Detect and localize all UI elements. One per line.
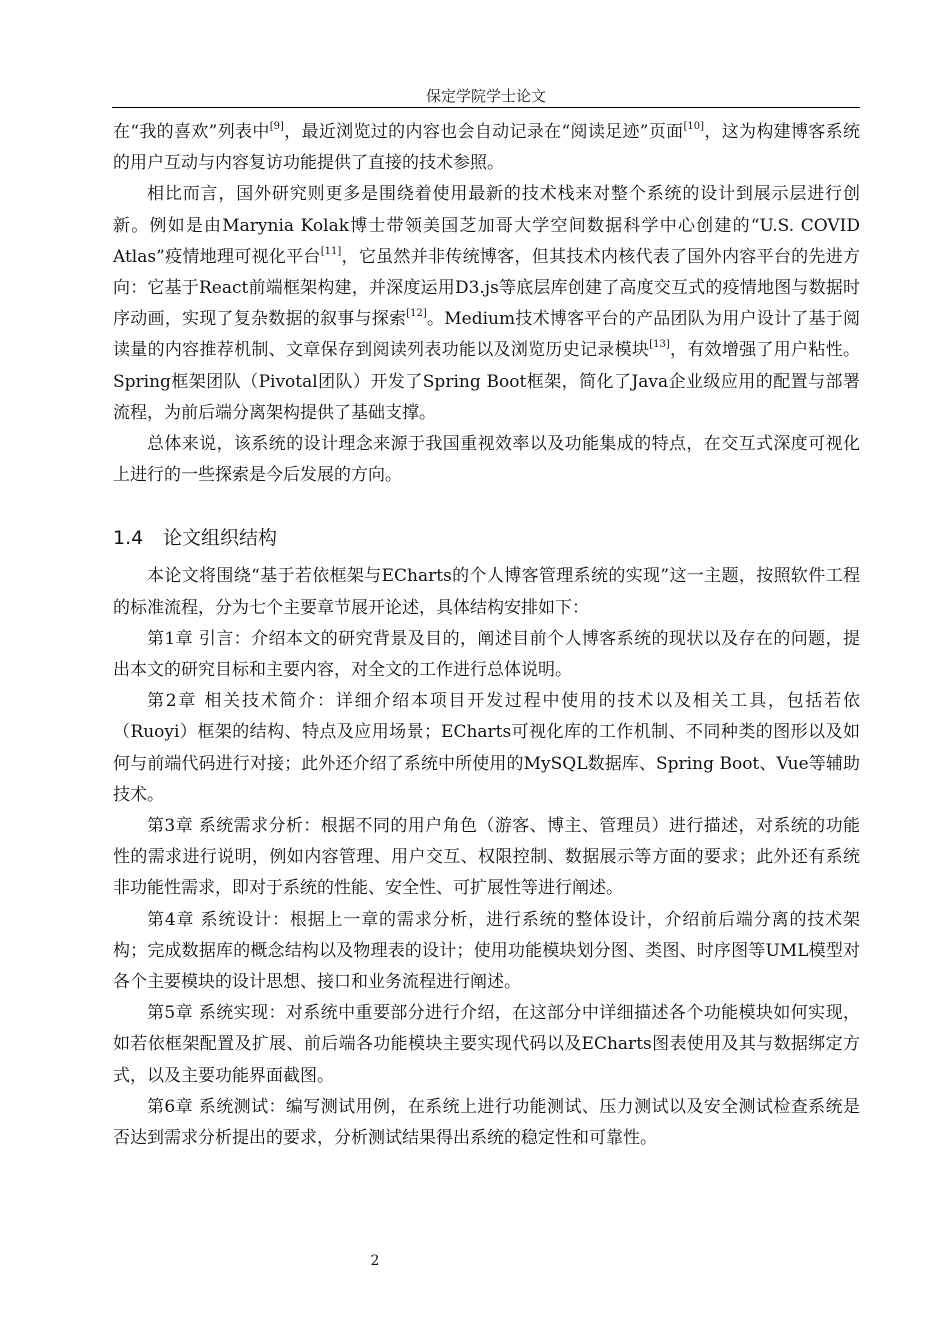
citation: [13] <box>649 339 670 351</box>
text-run: 相比而言，国外研究则更多是围绕着使用最新的技术栈来对整个系统的设计到展示层进行创新。例如是由Marynia Kolak博士带领美国芝加哥大学空间数据科学中心创建的“U.S. COVID Atlas”疫情地理可视化平台 <box>113 184 860 267</box>
paragraph-chapter-3: 第3章 系统需求分析：根据不同的用户角色（游客、博主、管理员）进行描述，对系统的功能性的需求进行说明，例如内容管理、用户交互、权限控制、数据展示等方面的要求；此外还有系统非功能性需求，即对于系统的性能、安全性、可扩展性等进行阐述。 <box>113 816 860 899</box>
text-run: 总体来说，该系统的设计理念来源于我国重视效率以及功能集成的特点，在交互式深度可视化上进行的一些探索是今后发展的方向。 <box>113 434 860 486</box>
paragraph-3 <box>113 429 860 491</box>
paragraph-chapter-6: 第6章 系统测试：编写测试用例，在系统上进行功能测试、压力测试以及安全测试检查系统是否达到需求分析提出的要求，分析测试结果得出系统的稳定性和可靠性。 <box>113 1096 860 1149</box>
citation: [10] <box>683 121 705 132</box>
section-title: 论文组织结构 <box>163 527 278 550</box>
page-number: 2 <box>370 1253 380 1269</box>
citation: [12] <box>406 308 427 320</box>
paragraph-chapter-5: 第5章 系统实现：对系统中重要部分进行介绍，在这部分中详细描述各个功能模块如何实现，如若依框架配置及扩展、前后端各功能模块主要实现代码以及ECharts图表使用及其与数据绑定方式，以及主要功能界面截图。 <box>113 1003 860 1086</box>
section-heading <box>113 523 860 553</box>
text-run: ，这为构建博客系统的用户互动与内容复访功能提供了直接的技术参照。 <box>113 122 861 174</box>
citation: [9] <box>269 121 284 132</box>
text-run: ，最近浏览过的内容也会自动记录在“阅读足迹”页面 <box>283 122 684 142</box>
body-text <box>113 117 860 1154</box>
paragraph-chapter-4: 第4章 系统设计：根据上一章的需求分析，进行系统的整体设计，介绍前后端分离的技术架构；完成数据库的概念结构以及物理表的设计；使用功能模块划分图、类图、时序图等UML模型对各个主要模块的设计思想、接口和业务流程进行阐述。 <box>113 909 860 993</box>
text-run: 在“我的喜欢”列表中 <box>113 122 270 142</box>
section-number: 1.4 <box>113 527 144 550</box>
paragraph-chapter-2: 第2章 相关技术简介：详细介绍本项目开发过程中使用的技术以及相关工具，包括若依（Ruoyi）框架的结构、特点及应用场景；ECharts可视化库的工作机制、不同种类的图形以及如何与前端代码进行对接；此外还介绍了系统中所使用的MySQL数据库、Spring Boot、Vue等辅助技术。 <box>113 691 860 805</box>
running-header: 保定学院学士论文 <box>425 87 546 105</box>
paragraph-intro: 本论文将围绕“基于若依框架与ECharts的个人博客管理系统的实现”这一主题，按照软件工程的标准流程，分为七个主要章节展开论述，具体结构安排如下： <box>113 566 860 618</box>
header-rule <box>112 107 860 108</box>
citation: [11] <box>320 245 342 257</box>
text-run: ，有效增强了用户粘性。Spring框架团队（Pivotal团队）开发了Spring Boot框架，简化了Java企业级应用的配置与部署流程，为前后端分离架构提供了基础支撑。 <box>113 340 860 423</box>
paragraph-chapter-1: 第1章 引言：介绍本文的研究背景及目的，阐述目前个人博客系统的现状以及存在的问题，提出本文的研究目标和主要内容，对全文的工作进行总体说明。 <box>113 628 860 681</box>
paragraph-1 <box>113 117 860 179</box>
text-run: 。Medium技术博客平台的产品团队为用户设计了基于阅读量的内容推荐机制、文章保存到阅读列表功能以及浏览历史记录模块 <box>113 309 861 361</box>
text-run: ，它虽然并非传统博客，但其技术内核代表了国外内容平台的先进方向：它基于React前端框架构建，并深度运用D3.js等底层库创建了高度交互式的疫情地图与数据时序动画，实现了复杂数据的叙事与探索 <box>113 246 861 330</box>
paragraph-2 <box>113 179 860 429</box>
